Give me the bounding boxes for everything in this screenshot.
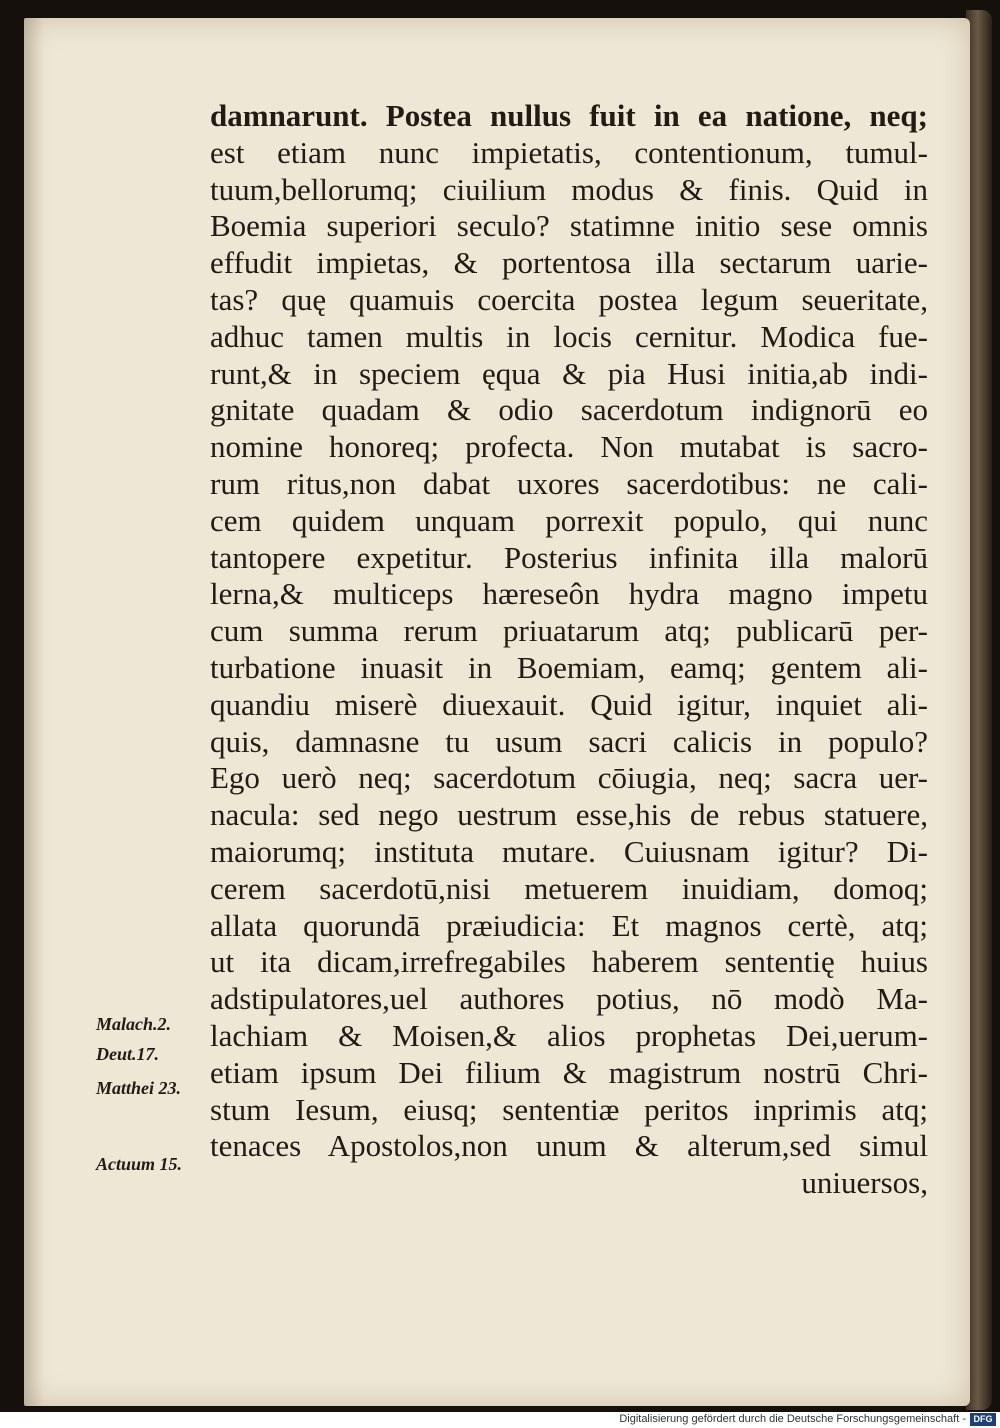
text-line: Ego uerò neq; sacerdotum cōiugia, neq; sacra uer- xyxy=(210,760,928,796)
marginal-note-matthew: Matthei 23. xyxy=(96,1078,182,1098)
text-line: tantopere expetitur. Posterius infinita illa malorū xyxy=(210,539,928,575)
text-line: est etiam nunc impietatis, contentionum, tumul- xyxy=(210,134,928,170)
text-line: quis, damnasne tu usum sacri calicis in populo? xyxy=(210,723,928,759)
marginal-note-acts: Actuum 15. xyxy=(96,1154,183,1174)
text-line: tas? quę quamuis coercita postea legum seueritate, xyxy=(210,281,928,317)
text-line: cerem sacerdotū,nisi metuerem inuidiam, domoq; xyxy=(210,870,928,906)
text-line: adstipulatores,uel authores potius, nō modò Ma- xyxy=(210,981,928,1017)
text-line: rum ritus,non dabat uxores sacerdotibus: ne cali- xyxy=(210,465,928,501)
text-line: Boemia superiori seculo? statimne initio sese omnis xyxy=(210,208,928,244)
text-line: quandiu miserè diuexauit. Quid igitur, inquiet ali- xyxy=(210,686,928,722)
catchword: uniuersos, xyxy=(801,1165,928,1201)
text-line: runt,& in speciem ęqua & pia Husi initia,ab indi- xyxy=(210,355,928,391)
text-line: cem quidem unquam porrexit populo, qui nunc xyxy=(210,502,928,538)
text-line: lachiam & Moisen,& alios prophetas Dei,uerum- xyxy=(210,1017,928,1053)
text-line: turbatione inuasit in Boemiam, eamq; gentem ali- xyxy=(210,649,928,685)
text-line: etiam ipsum Dei filium & magistrum nostrū Chri- xyxy=(210,1054,928,1090)
text-line: nacula: sed nego uestrum esse,his de rebus statuere, xyxy=(210,797,928,833)
dfg-logo: DFG xyxy=(970,1413,996,1426)
text-line: maiorumq; instituta mutare. Cuiusnam igitur? Di- xyxy=(210,833,928,869)
text-line: stum Iesum, eiusq; sententiæ peritos inprimis atq; xyxy=(210,1091,928,1127)
text-line: allata quorundā præiudicia: Et magnos certè, atq; xyxy=(210,907,928,943)
text-line: effudit impietas, & portentosa illa sectarum uarie- xyxy=(210,245,928,281)
gutter-shadow xyxy=(24,18,44,1406)
text-line: ut ita dicam,irrefregabiles haberem sententię huius xyxy=(210,944,928,980)
main-text-block xyxy=(210,98,928,1202)
text-line: damnarunt. Postea nullus fuit in ea natione, neq; xyxy=(210,98,928,133)
text-line: cum summa rerum priuatarum atq; publicarū per- xyxy=(210,613,928,649)
text-line: gnitate quadam & odio sacerdotum indignorū eo xyxy=(210,392,928,428)
funding-credit: Digitalisierung gefördert durch die Deutsche Forschungsgemeinschaft - xyxy=(619,1413,966,1425)
text-line: nomine honoreq; profecta. Non mutabat is sacro- xyxy=(210,429,928,465)
text-line: tenaces Apostolos,non unum & alterum,sed simul xyxy=(210,1128,928,1164)
marginal-note-malachi: Malach.2. xyxy=(96,1014,172,1034)
marginal-note-deuteronomy: Deut.17. xyxy=(96,1044,159,1064)
text-line: lerna,& multiceps hæreseôn hydra magno impetu xyxy=(210,576,928,612)
text-line: adhuc tamen multis in locis cernitur. Modica fue- xyxy=(210,318,928,354)
text-line: tuum,bellorumq; ciuilium modus & finis. Quid in xyxy=(210,171,928,207)
